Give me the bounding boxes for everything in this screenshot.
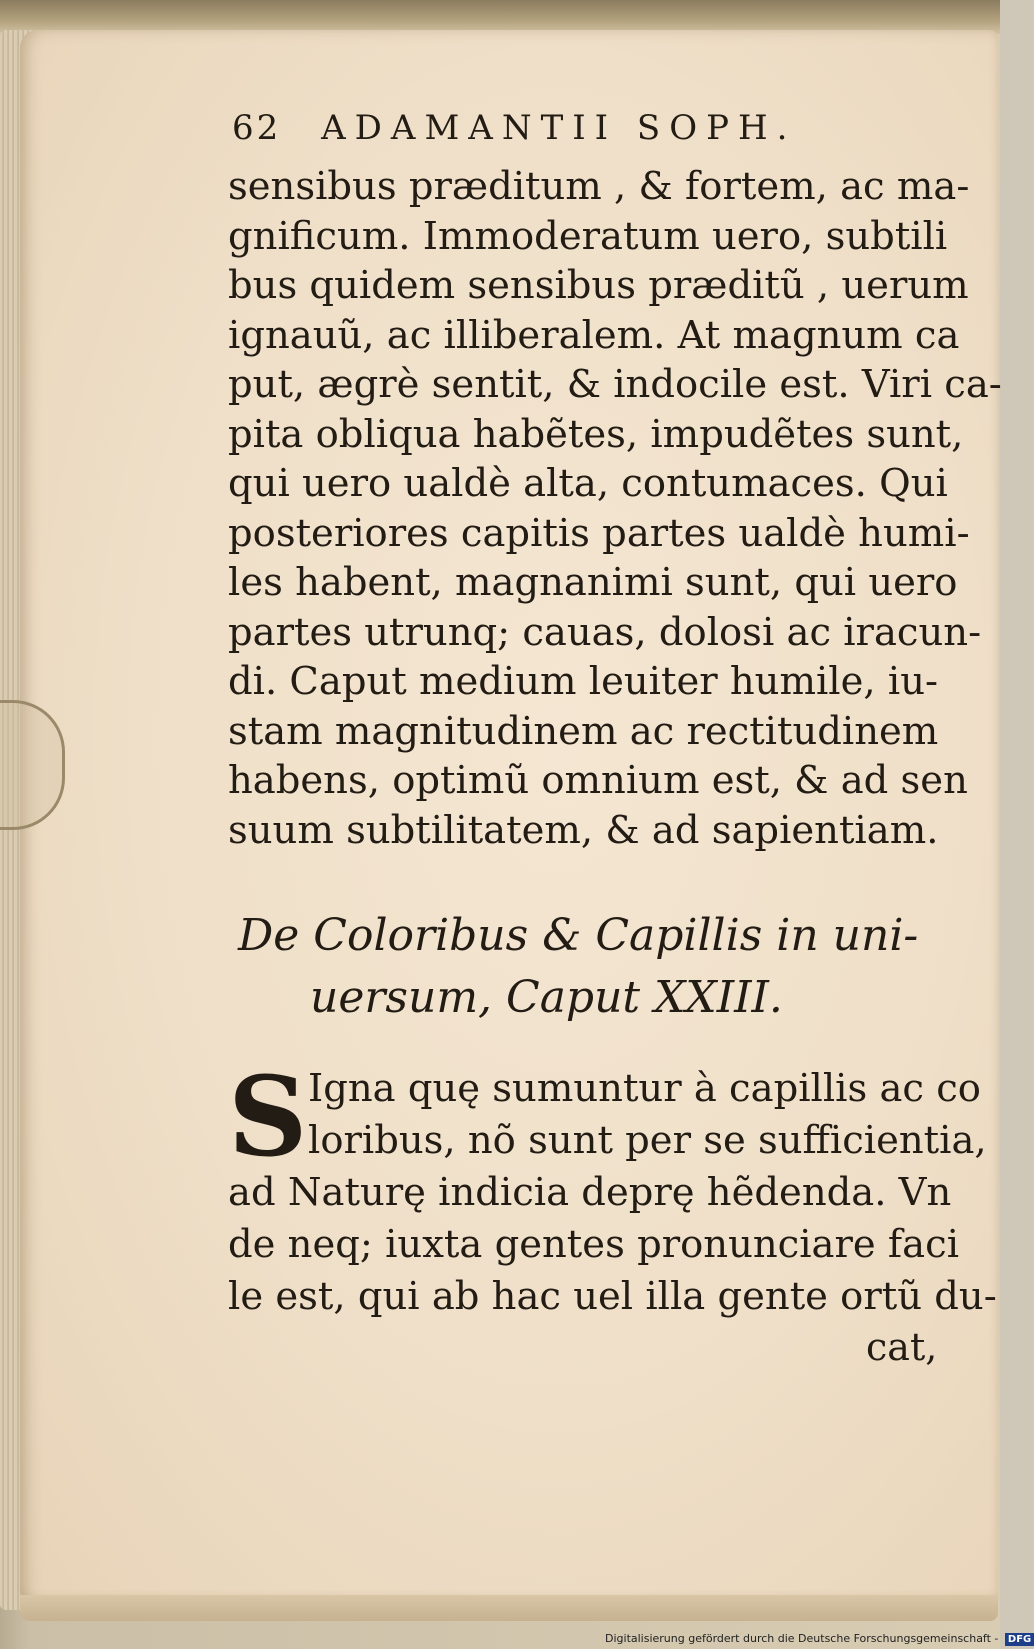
second-paragraph [228,1052,997,1323]
paragraph-line: de neq; iuxta gentes pronunciare faci [228,1222,960,1267]
credit-text: Digitalisierung gefördert durch die Deutsche Forschungsgemeinschaft - [605,1632,999,1645]
body-paragraph [228,162,1002,855]
body-line: les habent, magnanimi sunt, qui uero [228,560,958,605]
body-line: put, ægrè sentit, & indocile est. Viri ca- [228,362,1002,407]
body-line: partes utrunq; cauas, dolosi ac iracun- [228,609,982,655]
paragraph-line: loribus, nõ sunt per se sufficientia, [308,1118,987,1163]
drop-cap: S [228,1052,308,1181]
running-title: ADAMANTII SOPH. [321,108,797,148]
body-line: gnificum. Immoderatum uero, subtili [228,213,948,259]
book-bottom-edge [20,1595,998,1621]
dfg-logo: DFG [1005,1633,1034,1646]
body-line: bus quidem sensibus præditũ , uerum [228,263,969,308]
body-line: stam magnitudinem ac rectitudinem [228,708,939,754]
page-number: 62 [232,108,282,148]
paragraph-line: ad Naturę indicia deprę hẽdenda. Vn [228,1170,952,1215]
catchword: cat, [866,1325,938,1369]
book-top-edge [0,0,1000,34]
body-line: posteriores capitis partes ualdè humi- [228,510,970,556]
paragraph-line: Igna quę sumuntur à capillis ac co [308,1066,981,1111]
body-line: sensibus præditum , & fortem, ac ma- [228,164,970,209]
body-line: pita obliqua habẽtes, impudẽtes sunt, [228,411,964,457]
running-head [232,108,796,148]
chapter-heading-line: uersum, Caput XXIII. [310,972,783,1023]
body-line: habens, optimũ omnium est, & ad sen [228,758,968,803]
body-line: ignauũ, ac illiberalem. At magnum ca [228,312,960,358]
chapter-heading [238,905,918,1029]
chapter-heading-line: De Coloribus & Capillis in uni- [238,910,919,961]
body-line: suum subtilitatem, & ad sapientiam. [228,807,939,853]
paragraph-line: le est, qui ab hac uel illa gente ortũ du- [228,1274,997,1319]
body-line: di. Caput medium leuiter humile, iu- [228,659,938,704]
digitization-credit [605,1632,1034,1646]
body-line: qui uero ualdè alta, contumaces. Qui [228,461,948,506]
